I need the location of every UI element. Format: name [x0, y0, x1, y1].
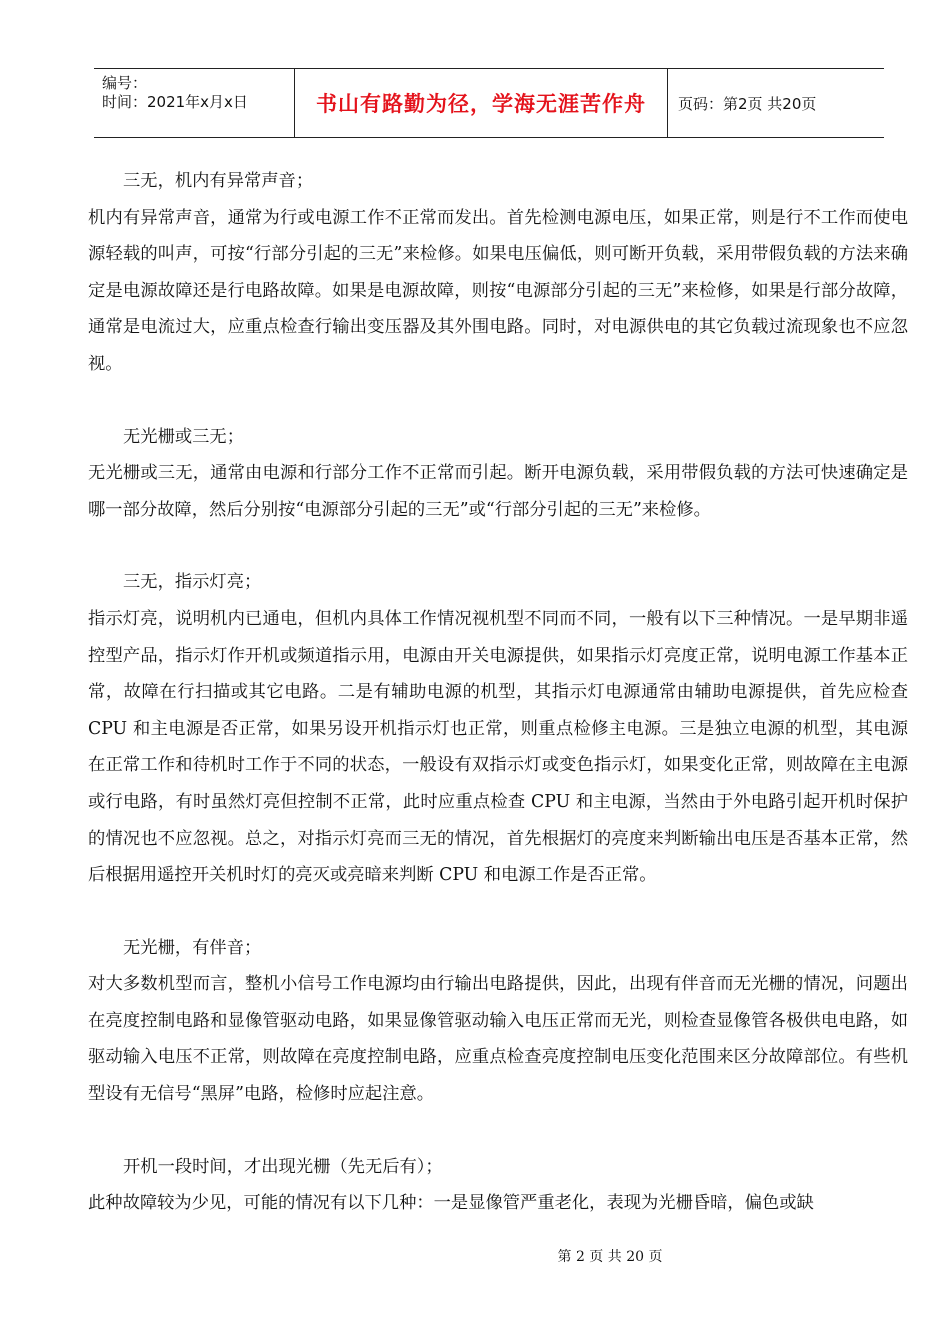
page-footer: [0, 1246, 950, 1266]
section-paragraph: 此种故障较为少见，可能的情况有以下几种：一是显像管严重老化，表现为光栅昏暗，偏色或缺: [88, 1193, 814, 1214]
document-header: [94, 68, 884, 138]
section-paragraph: 指示灯亮，说明机内已通电，但机内具体工作情况视机型不同而不同，一般有以下三种情况。一是早期非遥控型产品，指示灯作开机或频道指示用，电源由开关电源提供，如果指示灯亮度正常，说明电源工作基本正常，故障在行扫描或其它电路。二是有辅助电源的机型，其指示灯电源通常由辅助电源提供，首先应检查 CPU 和主电源是否正常，如果另设开机指示灯也正常，则重点检修主电源。三是独立电源的机型，其电源在正常工作和待机时工作于不同的状态，一般设有双指示灯或变色指示灯，如果变化正常，则故障在主电源或行电路，有时虽然灯亮但控制不正常，此时应重点检查 CPU 和主电源，当然由于外电路引起开机时保护的情况也不应忽视。总之，对指示灯亮而三无的情况，首先根据灯的亮度来判断输出电压是否基本正常，然后根据用遥控开关机时灯的亮灭或亮暗来判断 CPU 和电源工作是否正常。: [88, 608, 908, 886]
header-page-number: 页码：第2页 共20页: [678, 94, 817, 113]
section-heading: 开机一段时间，才出现光栅（先无后有）；: [123, 1156, 443, 1177]
footer-page-number: 第 2 页 共 20 页: [557, 1249, 663, 1265]
section-heading: 无光栅，有伴音；: [123, 937, 262, 958]
document-code-label: 编号：: [102, 74, 148, 92]
header-left-cell: [94, 69, 295, 137]
section-paragraph: 无光栅或三无，通常由电源和行部分工作不正常而引起。断开电源负载，采用带假负载的方法可快速确定是哪一部分故障，然后分别按“电源部分引起的三无”或“行部分引起的三无”来检修。: [88, 463, 908, 520]
header-motto-cell: [295, 69, 668, 137]
document-body: [88, 163, 908, 1222]
header-page-cell: [668, 69, 884, 137]
section-heading: 三无，机内有异常声音；: [123, 171, 314, 191]
document-date: 时间：2021年x月x日: [102, 93, 248, 111]
section-heading: 无光栅或三无；: [123, 426, 244, 447]
section-heading: 三无，指示灯亮；: [123, 572, 262, 593]
section-paragraph: 机内有异常声音，通常为行或电源工作不正常而发出。首先检测电源电压，如果正常，则是行不工作而使电源轻载的叫声，可按“行部分引起的三无”来检修。如果电压偏低，则可断开负载，采用带假负载的方法来确定是电源故障还是行电路故障。如果是电源故障，则按“电源部分引起的三无”来检修，如果是行部分故障，通常是电流过大，应重点检查行输出变压器及其外围电路。同时，对电源供电的其它负载过流现象也不应忽视。: [88, 207, 908, 374]
section-paragraph: 对大多数机型而言，整机小信号工作电源均由行输出电路提供，因此，出现有伴音而无光栅的情况，问题出在亮度控制电路和显像管驱动电路，如果显像管驱动输入电压正常而无光，则检查显像管各极供电电路，如驱动输入电压不正常，则故障在亮度控制电路，应重点检查亮度控制电压变化范围来区分故障部位。有些机型设有无信号“黑屏”电路，检修时应起注意。: [88, 974, 908, 1105]
header-motto: 书山有路勤为径，学海无涯苦作舟: [316, 92, 646, 116]
